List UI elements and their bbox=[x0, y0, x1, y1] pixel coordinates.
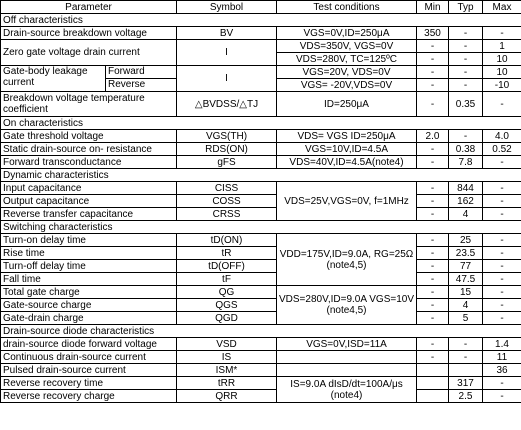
section-title: Off characteristics bbox=[1, 14, 521, 27]
header-parameter: Parameter bbox=[1, 1, 177, 14]
table-row: Pulsed drain-source current ISM* 36 bbox=[1, 364, 521, 377]
header-test-conditions: Test conditions bbox=[277, 1, 417, 14]
header-row bbox=[1, 1, 521, 14]
table-row: Reverse transfer capacitance CRSS - 4 - bbox=[1, 208, 521, 221]
section-off bbox=[1, 14, 521, 27]
section-diode: Drain-source diode characteristics bbox=[1, 325, 521, 338]
header-typ: Typ bbox=[449, 1, 483, 14]
table-row: Continuous drain-source current IS - - 11 bbox=[1, 351, 521, 364]
header-symbol: Symbol bbox=[177, 1, 277, 14]
table-row: Reverse recovery time tRR IS=9.0A dIsD/dt=100A/μs (note4) 317 - bbox=[1, 377, 521, 390]
table-row: Forward transconductance gFS VDS=40V,ID=4.5A(note4) - 7.8 - bbox=[1, 156, 521, 169]
table-row: Turn-off delay time tD(OFF) - 77 - bbox=[1, 260, 521, 273]
table-row: Rise time tR - 23.5 - bbox=[1, 247, 521, 260]
section-on: On characteristics bbox=[1, 117, 521, 130]
table-row: Breakdown voltage temperature coefficient △BVDSS/△TJ ID=250μA - 0.35 - bbox=[1, 92, 521, 117]
table-row: drain-source diode forward voltage VSD VGS=0V,ISD=11A - - 1.4 bbox=[1, 338, 521, 351]
table-row: Gate threshold voltage VGS(TH) VDS= VGS ID=250μA 2.0 - 4.0 bbox=[1, 130, 521, 143]
table-row: Static drain-source on- resistance RDS(ON) VGS=10V,ID=4.5A - 0.38 0.52 bbox=[1, 143, 521, 156]
table-row: Output capacitance COSS - 162 - bbox=[1, 195, 521, 208]
header-max: Max bbox=[483, 1, 521, 14]
header-min: Min bbox=[417, 1, 449, 14]
table-row: Turn-on delay time tD(ON) VDD=175V,ID=9.0A, RG=25Ω (note4,5) - 25 - bbox=[1, 234, 521, 247]
table-row: Fall time tF - 47.5 - bbox=[1, 273, 521, 286]
table-row: Input capacitance CISS VDS=25V,VGS=0V, f=1MHz - 844 - bbox=[1, 182, 521, 195]
table-row: Reverse recovery charge QRR 2.5 - bbox=[1, 390, 521, 403]
table-row: Gate-body leakage current Forward Reverse I VGS=20V, VDS=0V - - 10 bbox=[1, 66, 521, 79]
section-switching: Switching characteristics bbox=[1, 221, 521, 234]
table-row: VGS= -20V,VDS=0V - - -10 bbox=[1, 79, 521, 92]
table-row: Gate-drain charge QGD - 5 - bbox=[1, 312, 521, 325]
table-row: Zero gate voltage drain current I VDS=350V, VGS=0V - - 1 bbox=[1, 40, 521, 53]
table-row: Drain-source breakdown voltage BV VGS=0V,ID=250μA 350 - - bbox=[1, 27, 521, 40]
table-row: Gate-source charge QGS - 4 - bbox=[1, 299, 521, 312]
table-row: Total gate charge QG VDS=280V,ID=9.0A VGS=10V (note4,5) - 15 - bbox=[1, 286, 521, 299]
table-row: VDS=280V, TC=125ºC - - 10 bbox=[1, 53, 521, 66]
section-dynamic: Dynamic characteristics bbox=[1, 169, 521, 182]
